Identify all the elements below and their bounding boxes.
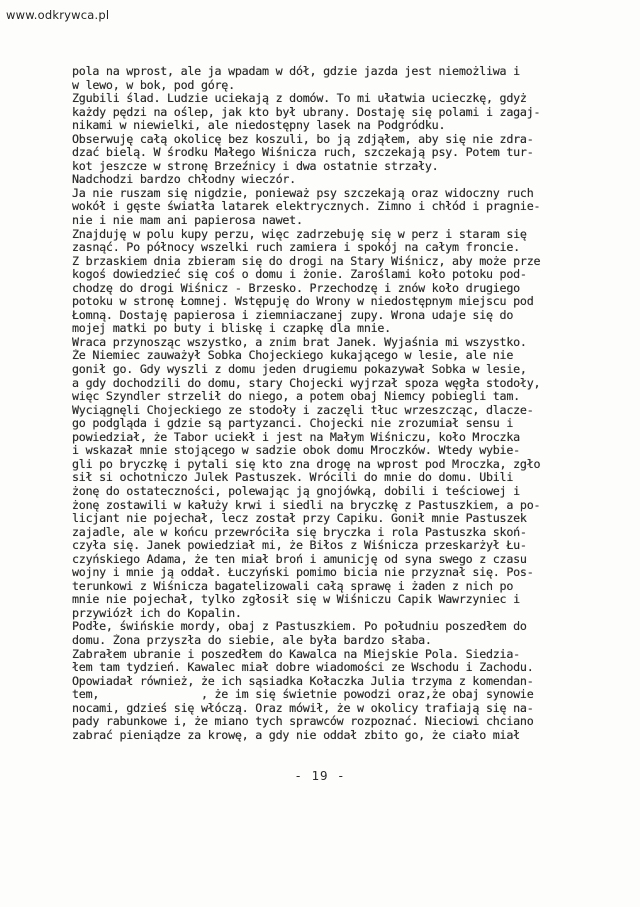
text-line: dzać bielą. W środku Małego Wiśnicza ruch, szczekają psy. Potem tur- xyxy=(72,146,534,160)
text-line: Opowiadał również, że ich sąsiadka Kołaczka Julia trzyma z komendan- xyxy=(72,674,534,688)
text-line: sił si ochotniczo Julek Pastuszek. Wrócili do mnie do domu. Ubili xyxy=(72,471,514,485)
text-line: mnie nie pojechał, tylko zgłosił się w Wiśniczu Capik Wawrzyniec i xyxy=(72,593,520,607)
text-line: Z brzaskiem dnia zbieram się do drogi na Stary Wiśnicz, aby może prze xyxy=(72,254,541,268)
text-line: łem tam tydzień. Kawalec miał dobre wiadomości ze Wschodu i Zachodu. xyxy=(72,661,534,675)
text-line: Nadchodzi bardzo chłodny wieczór. xyxy=(72,173,296,187)
text-line: Wraca przynosząc wszystko, a znim brat Janek. Wyjaśnia mi wszystko. xyxy=(72,335,527,349)
text-line: kot jeszcze w stronę Brzeźnicy i dwa ostatnie strzały. xyxy=(72,159,439,173)
text-line: kogoś dowiedzieć się coś o domu i żonie. Zaroślami koło potoku pod- xyxy=(72,268,527,282)
text-line: gli po bryczkę i pytali się kto zna drogę na wprost pod Mroczka, zgło xyxy=(72,457,541,471)
text-line: terunkowi z Wiśnicza bagatelizowali całą sprawę i żaden z nich po xyxy=(72,579,514,593)
text-line: zajadle, ale w końcu przewróciła się bryczka i rola Pastuszka skoń- xyxy=(72,525,527,539)
text-line: domu. Żona przyszła do siebie, ale była bardzo słaba. xyxy=(72,633,432,647)
text-line: każdy pędzi na oślep, jak kto był ubrany. Dostaję się polami i zagaj- xyxy=(72,105,541,119)
text-line: Zabrałem ubranie i poszedłem do Kawalca na Miejskie Pola. Siedzia- xyxy=(72,647,520,661)
text-line: zasnąć. Po północy wszelki ruch zamiera i spokój na całym froncie. xyxy=(72,241,520,255)
text-line: Znajduję w polu kupy perzu, więc zadrzebuję się w perz i staram się xyxy=(72,227,527,241)
text-line: czyńskiego Adama, że ten miał broń i amunicję od syna swego z czasu xyxy=(72,552,527,566)
text-line: żonę do ostateczności, polewając ją gnojówką, dobili i teściowej i xyxy=(72,484,520,498)
site-watermark: www.odkrywca.pl xyxy=(6,8,110,22)
text-line: wokół i gęste światła latarek elektrycznych. Zimno i chłód i pragnie- xyxy=(72,200,541,214)
text-line: Podłe, świńskie mordy, obaj z Pastuszkiem. Po południu poszedłem do xyxy=(72,620,527,634)
text-line: licjant nie pojechał, lecz został przy Capiku. Gonił mnie Pastuszek xyxy=(72,512,527,526)
text-line: i wskazał mnie stojącego w sadzie obok domu Mroczków. Wtedy wybie- xyxy=(72,444,520,458)
text-line: gonił go. Gdy wyszli z domu jeden drugiemu pokazywał Sobka w lesie, xyxy=(72,363,527,377)
text-line: przywiózł ich do Kopalin. xyxy=(72,606,242,620)
text-line: nikami w niewielki, ale niedostępny lasek na Podgródku. xyxy=(72,119,446,133)
text-line: zabrać pieniądze za krowę, a gdy nie oddał zbito go, że ciało miał xyxy=(72,728,520,742)
text-line: wojny i mnie ją oddał. Łuczyński pomimo bicia nie przyznał się. Pos- xyxy=(72,566,534,580)
text-line: nie i nie mam ani papierosa nawet. xyxy=(72,214,303,228)
text-line: chodzę do drogi Wiśnicz - Brzesko. Przechodzę i znów koło drugiego xyxy=(72,281,520,295)
text-line: mojej matki po buty i bliskę i czapkę dla mnie. xyxy=(72,322,391,336)
text-line: tem, , że im się świetnie powodzi oraz,że obaj synowie xyxy=(72,688,534,702)
text-line: pady rabunkowe i, że miano tych sprawców rozpoznać. Nieciowi chciano xyxy=(72,715,534,729)
text-line: Ja nie ruszam się nigdzie, ponieważ psy szczekają oraz widoczny ruch xyxy=(72,186,534,200)
text-line: Wyciągnęli Chojeckiego ze stodoły i zaczęli tłuc wrzeszcząc, dlacze- xyxy=(72,403,534,417)
text-line: a gdy dochodzili do domu, stary Chojecki wyjrzał spoza węgła stodoły, xyxy=(72,376,541,390)
text-line: potoku w stronę Łomnej. Wstępuję do Wrony w niedostępnym miejscu pod xyxy=(72,295,534,309)
text-line: więc Szyndler strzelił do niego, a potem obaj Niemcy pobiegli tam. xyxy=(72,390,520,404)
text-line: go podgląda i gdzie są partyzanci. Chojecki nie zrozumiał sensu i xyxy=(72,417,514,431)
typewritten-page-body xyxy=(72,65,632,742)
text-line: żonę zostawili w kałuży krwi i siedli na bryczkę z Pastuszkiem, a po- xyxy=(72,498,541,512)
text-line: nocami, gdzieś się włóczą. Oraz mówił, że w okolicy trafiają się na- xyxy=(72,701,534,715)
text-line: w lewo, w bok, pod górę. xyxy=(72,78,235,92)
page-number: - 19 - xyxy=(294,768,346,783)
text-line: Łomną. Dostaję papierosa i ziemniaczanej zupy. Wrona udaje się do xyxy=(72,308,514,322)
text-line: Że Niemiec zauważył Sobka Chojeckiego kukającego w lesie, ale nie xyxy=(72,349,514,363)
text-line: Zgubili ślad. Ludzie uciekają z domów. To mi ułatwia ucieczkę, gdyż xyxy=(72,92,527,106)
text-line: czyła się. Janek powiedział mi, że Biłos z Wiśnicza przeskarżył Łu- xyxy=(72,539,527,553)
text-line: pola na wprost, ale ja wpadam w dół, gdzie jazda jest niemożliwa i xyxy=(72,65,520,78)
text-line: powiedział, że Tabor uciekł i jest na Małym Wiśniczu, koło Mroczka xyxy=(72,430,520,444)
text-line: Obserwuję całą okolicę bez koszuli, bo ją zdjąłem, aby się nie zdra- xyxy=(72,132,534,146)
